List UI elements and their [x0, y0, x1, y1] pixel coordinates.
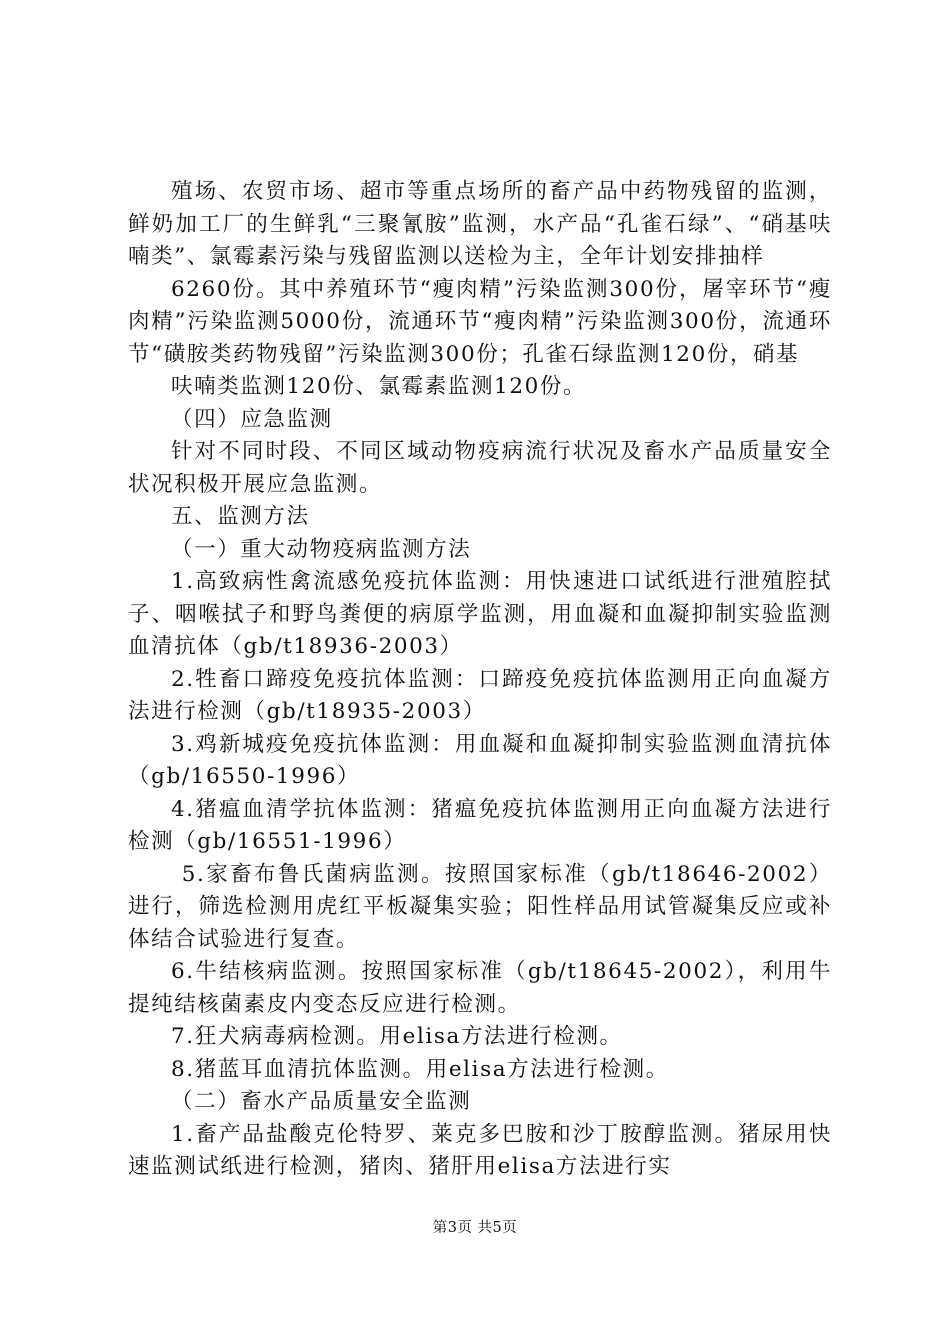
method-item-2: 2.牲畜口蹄疫免疫抗体监测：口蹄疫免疫抗体监测用正向血凝方法进行检测（gb/t18935-2003）	[128, 666, 832, 724]
document-body	[128, 176, 832, 1184]
method-item-7: 7.狂犬病毒病检测。用elisa方法进行检测。	[171, 1024, 623, 1049]
heading-product-safety: （二）畜水产品质量安全监测	[171, 1089, 472, 1114]
paragraph-1: 殖场、农贸市场、超市等重点场所的畜产品中药物残留的监测，鲜奶加工厂的生鲜乳“三聚氰胺”监测，水产品“孔雀石绿”、“硝基呋喃类”、氯霉素污染与残留监测以送检为主，全年计划安排抽样	[128, 179, 832, 269]
method-item-5: 5.家畜布鲁氏菌病监测。按照国家标准（gb/t18646-2002）进行，筛选检测用虎红平板凝集实验；阳性样品用试管凝集反应或补体结合试验进行复查。	[128, 861, 832, 952]
paragraph-5: 针对不同时段、不同区域动物疫病流行状况及畜水产品质量安全状况积极开展应急监测。	[128, 439, 832, 497]
heading-monitoring-methods: 五、监测方法	[171, 504, 310, 529]
method-item-8: 8.猪蓝耳血清抗体监测。用elisa方法进行检测。	[171, 1056, 669, 1082]
method-item-6: 6.牛结核病监测。按照国家标准（gb/t18645-2002），利用牛提纯结核菌素皮内变态反应进行检测。	[128, 959, 832, 1017]
page-footer	[0, 1216, 950, 1237]
method-item-1: 1.高致病性禽流感免疫抗体监测：用快速进口试纸进行泄殖腔拭子、咽喉拭子和野鸟粪便的病原学监测，用血凝和血凝抑制实验监测血清抗体（gb/t18936-2003）	[128, 569, 832, 659]
heading-emergency-monitoring: （四）应急监测	[171, 406, 333, 432]
page-number: 第3页 共5页	[432, 1220, 518, 1236]
safety-item-1: 1.畜产品盐酸克伦特罗、莱克多巴胺和沙丁胺醇监测。猪尿用快速监测试纸进行检测，猪肉、猪肝用elisa方法进行实	[128, 1121, 832, 1179]
method-item-4: 4.猪瘟血清学抗体监测：猪瘟免疫抗体监测用正向血凝方法进行检测（gb/16551-1996）	[128, 796, 832, 854]
paragraph-3: 呋喃类监测120份、氯霉素监测120份。	[171, 374, 587, 399]
method-item-3: 3.鸡新城疫免疫抗体监测：用血凝和血凝抑制实验监测血清抗体（gb/16550-1996）	[128, 731, 832, 789]
paragraph-2: 6260份。其中养殖环节“瘦肉精”污染监测300份，屠宰环节“瘦肉精”污染监测5000份，流通环节“瘦肉精”污染监测300份，流通环节“磺胺类药物残留”污染监测300份；孔雀石绿监测120份，硝基	[128, 276, 832, 367]
heading-disease-methods: （一）重大动物疫病监测方法	[171, 536, 472, 562]
